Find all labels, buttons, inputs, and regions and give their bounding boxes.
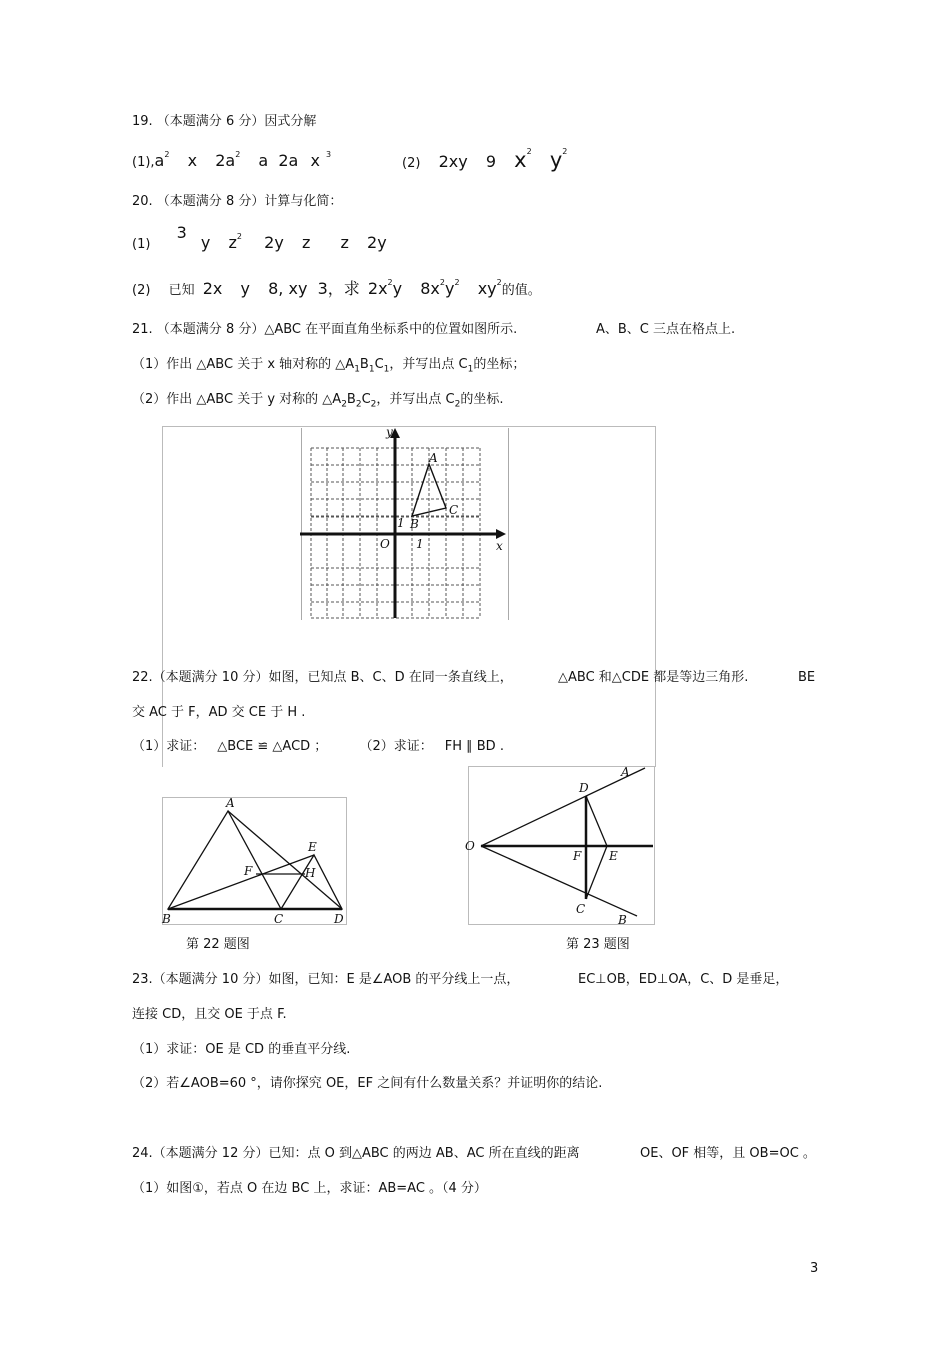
q21-part2: （2）作出 △ABC 关于 y 对称的 $\triangle A_2B_2C_2$，并写出点 $C_2$的坐标. — [132, 392, 504, 410]
q22-line1b: △ABC 和△CDE 都是等边三角形. — [558, 670, 749, 685]
q22-part1: （1）求证： △BCE ≌ △ACD ； （2）求证： FH ∥ BD . — [132, 739, 504, 754]
q21-title: 21. （本题满分 8 分）△ABC 在平面直角坐标系中的位置如图所示. — [132, 322, 518, 337]
svg-text:F: F — [244, 864, 253, 878]
svg-text:C: C — [576, 902, 586, 916]
q21-coordinate-grid — [300, 426, 510, 626]
svg-text:B: B — [162, 912, 171, 926]
q24-line1: 24.（本题满分 12 分）已知：点 O 到△ABC 的两边 AB、AC 所在直线的距离 — [132, 1146, 580, 1161]
q23-caption: 第 23 题图 — [566, 937, 630, 952]
svg-text:O: O — [380, 537, 390, 551]
q23-line1: 23.（本题满分 10 分）如图，已知：E 是∠AOB 的平分线上一点， — [132, 972, 520, 987]
svg-text:E: E — [609, 849, 618, 863]
svg-text:1: 1 — [397, 516, 405, 530]
q22-line1c: BE — [798, 670, 816, 685]
q23-line1b: EC⊥OB，ED⊥OA，C、D 是垂足， — [578, 972, 789, 987]
q23-line2: 连接 CD，且交 OE 于点 F. — [132, 1007, 287, 1022]
svg-text:C: C — [274, 912, 284, 926]
page-number: 3 — [810, 1261, 819, 1276]
svg-text:C: C — [449, 503, 459, 517]
q23-part1: （1）求证：OE 是 CD 的垂直平分线. — [132, 1042, 351, 1057]
svg-text:B: B — [410, 517, 419, 531]
svg-text:A: A — [621, 765, 630, 779]
q19-title: 19. （本题满分 6 分）因式分解 — [132, 114, 317, 129]
q21-title-tail: A、B、C 三点在格点上. — [596, 322, 736, 337]
svg-text:x: x — [496, 539, 503, 553]
q19-part1: $(1),a^2$ x $2a^2$ a 2a x $^3$ — [132, 150, 332, 170]
q20-part1: (1) 3 y $z^2$ 2y z z 2y — [132, 223, 387, 252]
q20-part2: (2) 已知 2x y 8, xy 3，求 $2x^2y$ $8x^2y^2$ $xy^2$的值。 — [132, 278, 541, 298]
svg-text:E: E — [308, 840, 317, 854]
svg-text:D: D — [579, 781, 589, 795]
q22-line1: 22.（本题满分 10 分）如图，已知点 B、C、D 在同一条直线上， — [132, 670, 513, 685]
svg-text:1: 1 — [416, 537, 424, 551]
svg-text:D: D — [334, 912, 344, 926]
q22-figure — [162, 797, 347, 927]
svg-text:F: F — [573, 849, 582, 863]
q22-line2: 交 AC 于 F，AD 交 CE 于 H . — [132, 705, 306, 720]
q22-caption: 第 22 题图 — [186, 937, 250, 952]
svg-text:H: H — [305, 866, 316, 880]
svg-text:y: y — [386, 425, 393, 439]
q21-part1: （1）作出 △ABC 关于 x 轴对称的 $\triangle A_1B_1C_1$，并写出点 $C_1$的坐标； — [132, 357, 526, 375]
q23-figure — [465, 764, 655, 929]
q24-line1b: OE、OF 相等，且 OB=OC 。 — [640, 1146, 816, 1161]
svg-text:A: A — [429, 451, 438, 465]
svg-text:B: B — [618, 913, 627, 927]
q20-title: 20. （本题满分 8 分）计算与化简： — [132, 194, 343, 209]
q19-part2: (2) 2xy 9 $x^2$ $y^2$ — [402, 147, 568, 172]
svg-text:A: A — [226, 796, 235, 810]
svg-text:O: O — [465, 839, 475, 853]
q23-part2: （2）若∠AOB=60 °，请你探究 OE，EF 之间有什么数量关系？并证明你的结论. — [132, 1076, 603, 1091]
q24-part1: （1）如图①，若点 O 在边 BC 上，求证：AB=AC 。（4 分） — [132, 1181, 487, 1196]
